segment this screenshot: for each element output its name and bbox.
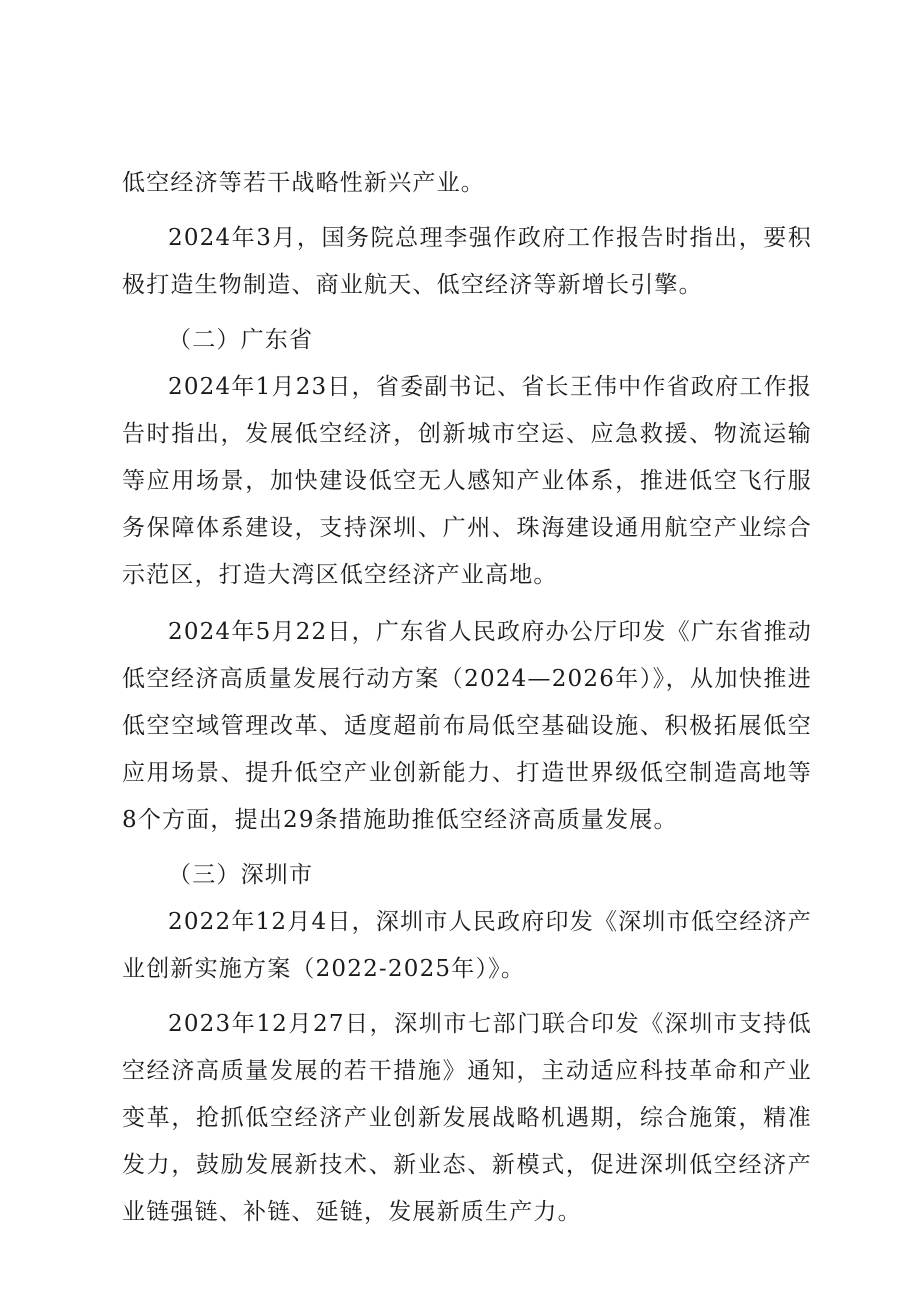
- paragraph-shenzhen-2022-12: 2022年12月4日，深圳市人民政府印发《深圳市低空经济产业创新实施方案（2022-2025年）》。: [122, 909, 812, 982]
- paragraph-continuation: 低空经济等若干战略性新兴产业。: [122, 170, 485, 196]
- paragraph-shenzhen-2023-12: 2023年12月27日，深圳市七部门联合印发《深圳市支持低空经济高质量发展的若干措施》通知，主动适应科技革命和产业变革，抢抓低空经济产业创新发展战略机遇期，综合施策，精准发力，鼓励发展新技术、新业态、新模式，促进深圳低空经济产业链强链、补链、延链，发展新质生产力。: [122, 1011, 812, 1225]
- paragraph-national-2024-03: 2024年3月，国务院总理李强作政府工作报告时指出，要积极打造生物制造、商业航天、低空经济等新增长引擎。: [122, 225, 812, 298]
- section-heading-guangdong: （二）广东省: [168, 327, 314, 353]
- paragraph-guangdong-2024-05: 2024年5月22日，广东省人民政府办公厅印发《广东省推动低空经济高质量发展行动方案（2024—2026年）》，从加快推进低空空域管理改革、适度超前布局低空基础设施、积极拓展低空应用场景、提升低空产业创新能力、打造世界级低空制造高地等8个方面，提出29条措施助推低空经济高质量发展。: [122, 619, 812, 833]
- paragraph-guangdong-2024-01: 2024年1月23日，省委副书记、省长王伟中作省政府工作报告时指出，发展低空经济，创新城市空运、应急救援、物流运输等应用场景，加快建设低空无人感知产业体系，推进低空飞行服务保障体系建设，支持深圳、广州、珠海建设通用航空产业综合示范区，打造大湾区低空经济产业高地。: [122, 374, 812, 588]
- document-body: [122, 160, 812, 1236]
- section-heading-shenzhen: （三）深圳市: [168, 862, 314, 888]
